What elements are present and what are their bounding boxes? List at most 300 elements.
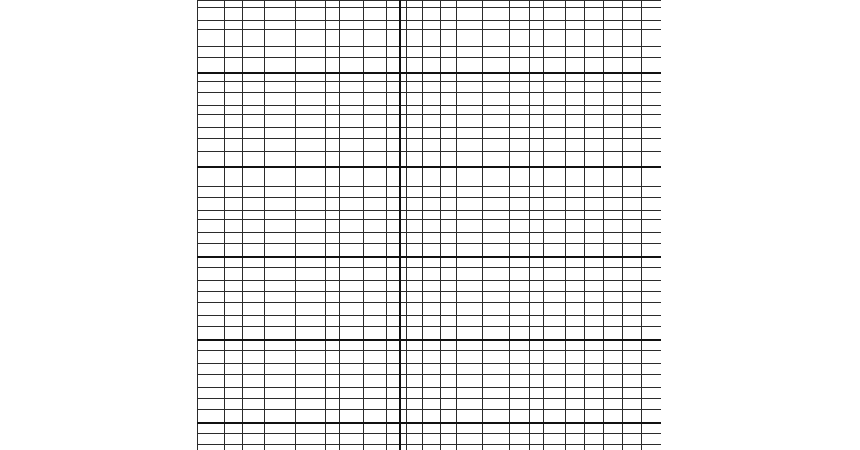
table-cell [604, 233, 623, 244]
table-cell [198, 82, 225, 93]
table-cell [423, 268, 441, 281]
table-cell [642, 93, 662, 106]
table-row [198, 281, 662, 292]
table-cell [441, 47, 457, 58]
table-cell [225, 351, 243, 364]
table-cell [623, 106, 642, 115]
table-cell [407, 257, 423, 268]
table-row [198, 211, 662, 220]
table-cell [530, 139, 544, 152]
table-cell [423, 316, 441, 327]
table-cell [457, 198, 483, 211]
table-row [198, 327, 662, 340]
table-cell [340, 257, 364, 268]
table-cell [198, 211, 225, 220]
table-cell [623, 30, 642, 47]
table-cell [457, 220, 483, 233]
table-cell [530, 364, 544, 375]
table-cell [387, 303, 400, 316]
table-cell [510, 220, 530, 233]
table-cell [340, 351, 364, 364]
table-cell [340, 187, 364, 198]
table-cell [387, 47, 400, 58]
table-cell [400, 187, 407, 198]
table-cell [585, 152, 604, 167]
table-cell [530, 93, 544, 106]
table-cell [340, 47, 364, 58]
table-row [198, 8, 662, 21]
table-cell [400, 106, 407, 115]
table-cell [604, 8, 623, 21]
table-cell [510, 1, 530, 8]
table-cell [457, 128, 483, 139]
table-cell [340, 399, 364, 410]
table-cell [544, 128, 566, 139]
table-cell [198, 268, 225, 281]
table-cell [225, 93, 243, 106]
table-cell [483, 281, 510, 292]
table-row [198, 220, 662, 233]
table-row [198, 73, 662, 82]
table-cell [243, 364, 265, 375]
table-cell [483, 187, 510, 198]
table-cell [407, 93, 423, 106]
table-cell [265, 233, 296, 244]
table-cell [296, 220, 326, 233]
table-cell [326, 434, 340, 445]
table-cell [530, 327, 544, 340]
table-row [198, 257, 662, 268]
table-cell [623, 303, 642, 316]
table-cell [326, 93, 340, 106]
table-cell [604, 327, 623, 340]
table-cell [387, 292, 400, 303]
table-cell [225, 187, 243, 198]
table-cell [483, 375, 510, 388]
table-cell [604, 115, 623, 128]
table-cell [326, 423, 340, 434]
table-row [198, 388, 662, 399]
table-cell [510, 375, 530, 388]
table-cell [544, 82, 566, 93]
table-cell [423, 281, 441, 292]
table-cell [585, 281, 604, 292]
table-cell [642, 292, 662, 303]
table-cell [296, 364, 326, 375]
table-cell [530, 115, 544, 128]
table-cell [296, 187, 326, 198]
table-cell [604, 167, 623, 187]
table-cell [544, 292, 566, 303]
table-cell [340, 268, 364, 281]
table-cell [400, 1, 407, 8]
table-row [198, 106, 662, 115]
table-cell [423, 434, 441, 445]
table-cell [585, 292, 604, 303]
table-cell [326, 340, 340, 351]
table-cell [225, 167, 243, 187]
table-cell [457, 327, 483, 340]
table-cell [642, 30, 662, 47]
table-cell [387, 1, 400, 8]
table-cell [243, 423, 265, 434]
table-cell [642, 167, 662, 187]
table-cell [623, 434, 642, 445]
table-cell [387, 198, 400, 211]
table-row [198, 233, 662, 244]
table-cell [530, 8, 544, 21]
table-cell [483, 220, 510, 233]
table-cell [407, 128, 423, 139]
table-cell [604, 445, 623, 450]
table-cell [243, 303, 265, 316]
table-cell [623, 316, 642, 327]
table-row [198, 351, 662, 364]
table-cell [400, 73, 407, 82]
table-cell [296, 375, 326, 388]
table-cell [225, 152, 243, 167]
table-cell [407, 375, 423, 388]
table-cell [623, 327, 642, 340]
table-cell [441, 8, 457, 21]
table-cell [400, 30, 407, 47]
table-cell [566, 351, 585, 364]
table-cell [407, 211, 423, 220]
table-cell [243, 82, 265, 93]
table-cell [407, 198, 423, 211]
table-cell [585, 327, 604, 340]
table-cell [296, 257, 326, 268]
table-cell [604, 58, 623, 73]
table-cell [198, 351, 225, 364]
table-cell [530, 47, 544, 58]
table-cell [407, 423, 423, 434]
table-cell [510, 128, 530, 139]
table-cell [623, 198, 642, 211]
table-cell [457, 73, 483, 82]
table-cell [510, 351, 530, 364]
table-cell [364, 187, 387, 198]
table-cell [296, 1, 326, 8]
table-cell [585, 93, 604, 106]
table-cell [510, 82, 530, 93]
table-cell [441, 167, 457, 187]
table-cell [400, 281, 407, 292]
table-cell [296, 167, 326, 187]
table-cell [604, 220, 623, 233]
table-row [198, 399, 662, 410]
table-cell [642, 58, 662, 73]
table-cell [623, 364, 642, 375]
table-cell [623, 351, 642, 364]
table-cell [483, 340, 510, 351]
table-cell [407, 115, 423, 128]
table-cell [364, 115, 387, 128]
table-cell [387, 233, 400, 244]
table-cell [604, 340, 623, 351]
table-cell [441, 445, 457, 450]
table-row [198, 152, 662, 167]
table-cell [364, 198, 387, 211]
table-cell [225, 434, 243, 445]
table-cell [457, 399, 483, 410]
table-cell [483, 139, 510, 152]
table-cell [544, 423, 566, 434]
table-cell [544, 281, 566, 292]
table-cell [225, 128, 243, 139]
table-cell [483, 423, 510, 434]
table-cell [340, 434, 364, 445]
table-cell [423, 410, 441, 423]
table-cell [407, 244, 423, 257]
table-cell [326, 316, 340, 327]
table-cell [340, 167, 364, 187]
table-cell [326, 268, 340, 281]
table-cell [296, 106, 326, 115]
table-cell [198, 152, 225, 167]
table-cell [364, 257, 387, 268]
table-cell [400, 388, 407, 399]
table-cell [642, 303, 662, 316]
table-cell [423, 167, 441, 187]
table-cell [423, 58, 441, 73]
table-cell [198, 434, 225, 445]
table-cell [604, 388, 623, 399]
table-cell [604, 410, 623, 423]
table-cell [642, 388, 662, 399]
table-cell [364, 423, 387, 434]
table-cell [457, 115, 483, 128]
table-cell [225, 21, 243, 30]
table-row [198, 316, 662, 327]
table-cell [400, 423, 407, 434]
table-cell [441, 139, 457, 152]
table-cell [198, 244, 225, 257]
table-cell [623, 388, 642, 399]
table-cell [407, 139, 423, 152]
table-cell [400, 115, 407, 128]
table-cell [387, 351, 400, 364]
table-cell [566, 115, 585, 128]
table-cell [544, 316, 566, 327]
table-row [198, 21, 662, 30]
table-cell [483, 233, 510, 244]
table-cell [243, 58, 265, 73]
table-cell [225, 82, 243, 93]
table-cell [441, 21, 457, 30]
table-cell [400, 410, 407, 423]
table-cell [544, 106, 566, 115]
table-cell [510, 316, 530, 327]
table-cell [387, 211, 400, 220]
table-cell [364, 327, 387, 340]
table-cell [483, 198, 510, 211]
table-cell [198, 445, 225, 450]
table-cell [407, 152, 423, 167]
table-cell [623, 410, 642, 423]
table-cell [340, 303, 364, 316]
table-cell [604, 30, 623, 47]
table-cell [326, 211, 340, 220]
table-cell [225, 364, 243, 375]
table-cell [364, 292, 387, 303]
table-cell [387, 327, 400, 340]
table-cell [423, 423, 441, 434]
table-cell [483, 211, 510, 220]
table-cell [326, 220, 340, 233]
table-cell [457, 106, 483, 115]
table-cell [510, 364, 530, 375]
table-cell [544, 1, 566, 8]
table-cell [604, 82, 623, 93]
table-cell [400, 303, 407, 316]
table-cell [585, 58, 604, 73]
table-cell [623, 93, 642, 106]
table-cell [364, 21, 387, 30]
table-cell [623, 82, 642, 93]
table-row [198, 268, 662, 281]
table-cell [326, 167, 340, 187]
table-cell [623, 73, 642, 82]
table-cell [510, 410, 530, 423]
table-cell [642, 106, 662, 115]
table-cell [544, 73, 566, 82]
table-cell [441, 327, 457, 340]
table-cell [441, 351, 457, 364]
table-cell [544, 410, 566, 423]
table-cell [340, 233, 364, 244]
table-cell [225, 316, 243, 327]
table-cell [457, 351, 483, 364]
table-cell [400, 292, 407, 303]
table-cell [423, 21, 441, 30]
table-cell [483, 93, 510, 106]
table-cell [265, 364, 296, 375]
table-cell [566, 128, 585, 139]
table-cell [198, 139, 225, 152]
table-cell [265, 82, 296, 93]
table-cell [296, 303, 326, 316]
table-cell [530, 303, 544, 316]
table-cell [225, 139, 243, 152]
table-cell [642, 1, 662, 8]
table-cell [483, 152, 510, 167]
table-cell [243, 257, 265, 268]
table-cell [441, 316, 457, 327]
table-cell [326, 233, 340, 244]
table-cell [296, 281, 326, 292]
table-cell [423, 1, 441, 8]
table-cell [544, 375, 566, 388]
table-cell [566, 139, 585, 152]
table-cell [510, 281, 530, 292]
table-cell [400, 152, 407, 167]
table-cell [544, 152, 566, 167]
table-cell [265, 30, 296, 47]
table-cell [604, 152, 623, 167]
table-cell [198, 187, 225, 198]
table-cell [642, 139, 662, 152]
table-cell [243, 410, 265, 423]
table-cell [566, 423, 585, 434]
table-cell [441, 211, 457, 220]
table-cell [225, 115, 243, 128]
table-cell [530, 233, 544, 244]
table-cell [566, 167, 585, 187]
table-cell [642, 115, 662, 128]
table-cell [364, 375, 387, 388]
table-cell [544, 351, 566, 364]
table-cell [530, 73, 544, 82]
table-cell [585, 257, 604, 268]
table-cell [510, 268, 530, 281]
table-cell [387, 220, 400, 233]
table-cell [198, 375, 225, 388]
table-row [198, 445, 662, 450]
table-cell [642, 128, 662, 139]
table-cell [364, 244, 387, 257]
table-cell [604, 364, 623, 375]
table-cell [604, 375, 623, 388]
table-cell [407, 8, 423, 21]
table-cell [642, 268, 662, 281]
table-cell [340, 115, 364, 128]
table-cell [243, 211, 265, 220]
table-cell [530, 281, 544, 292]
table-cell [423, 233, 441, 244]
table-row [198, 434, 662, 445]
table-cell [483, 292, 510, 303]
table-cell [510, 73, 530, 82]
table-cell [510, 139, 530, 152]
table-cell [604, 139, 623, 152]
table-cell [243, 128, 265, 139]
table-cell [441, 257, 457, 268]
table-cell [441, 220, 457, 233]
table-cell [441, 198, 457, 211]
table-cell [387, 73, 400, 82]
table-cell [407, 434, 423, 445]
table-cell [400, 434, 407, 445]
table-cell [642, 281, 662, 292]
table-cell [400, 8, 407, 21]
table-cell [457, 316, 483, 327]
table-cell [243, 292, 265, 303]
table-cell [265, 316, 296, 327]
table-cell [407, 106, 423, 115]
table-cell [585, 187, 604, 198]
table-cell [340, 21, 364, 30]
table-cell [604, 93, 623, 106]
table-cell [296, 233, 326, 244]
table-cell [387, 364, 400, 375]
table-cell [364, 1, 387, 8]
table-cell [407, 233, 423, 244]
table-cell [623, 8, 642, 21]
table-cell [407, 316, 423, 327]
table-cell [198, 303, 225, 316]
table-cell [423, 198, 441, 211]
table-cell [483, 268, 510, 281]
table-cell [296, 198, 326, 211]
table-cell [326, 445, 340, 450]
table-cell [566, 198, 585, 211]
table-cell [198, 1, 225, 8]
table-cell [423, 375, 441, 388]
table-cell [265, 351, 296, 364]
table-cell [340, 316, 364, 327]
table-cell [566, 233, 585, 244]
